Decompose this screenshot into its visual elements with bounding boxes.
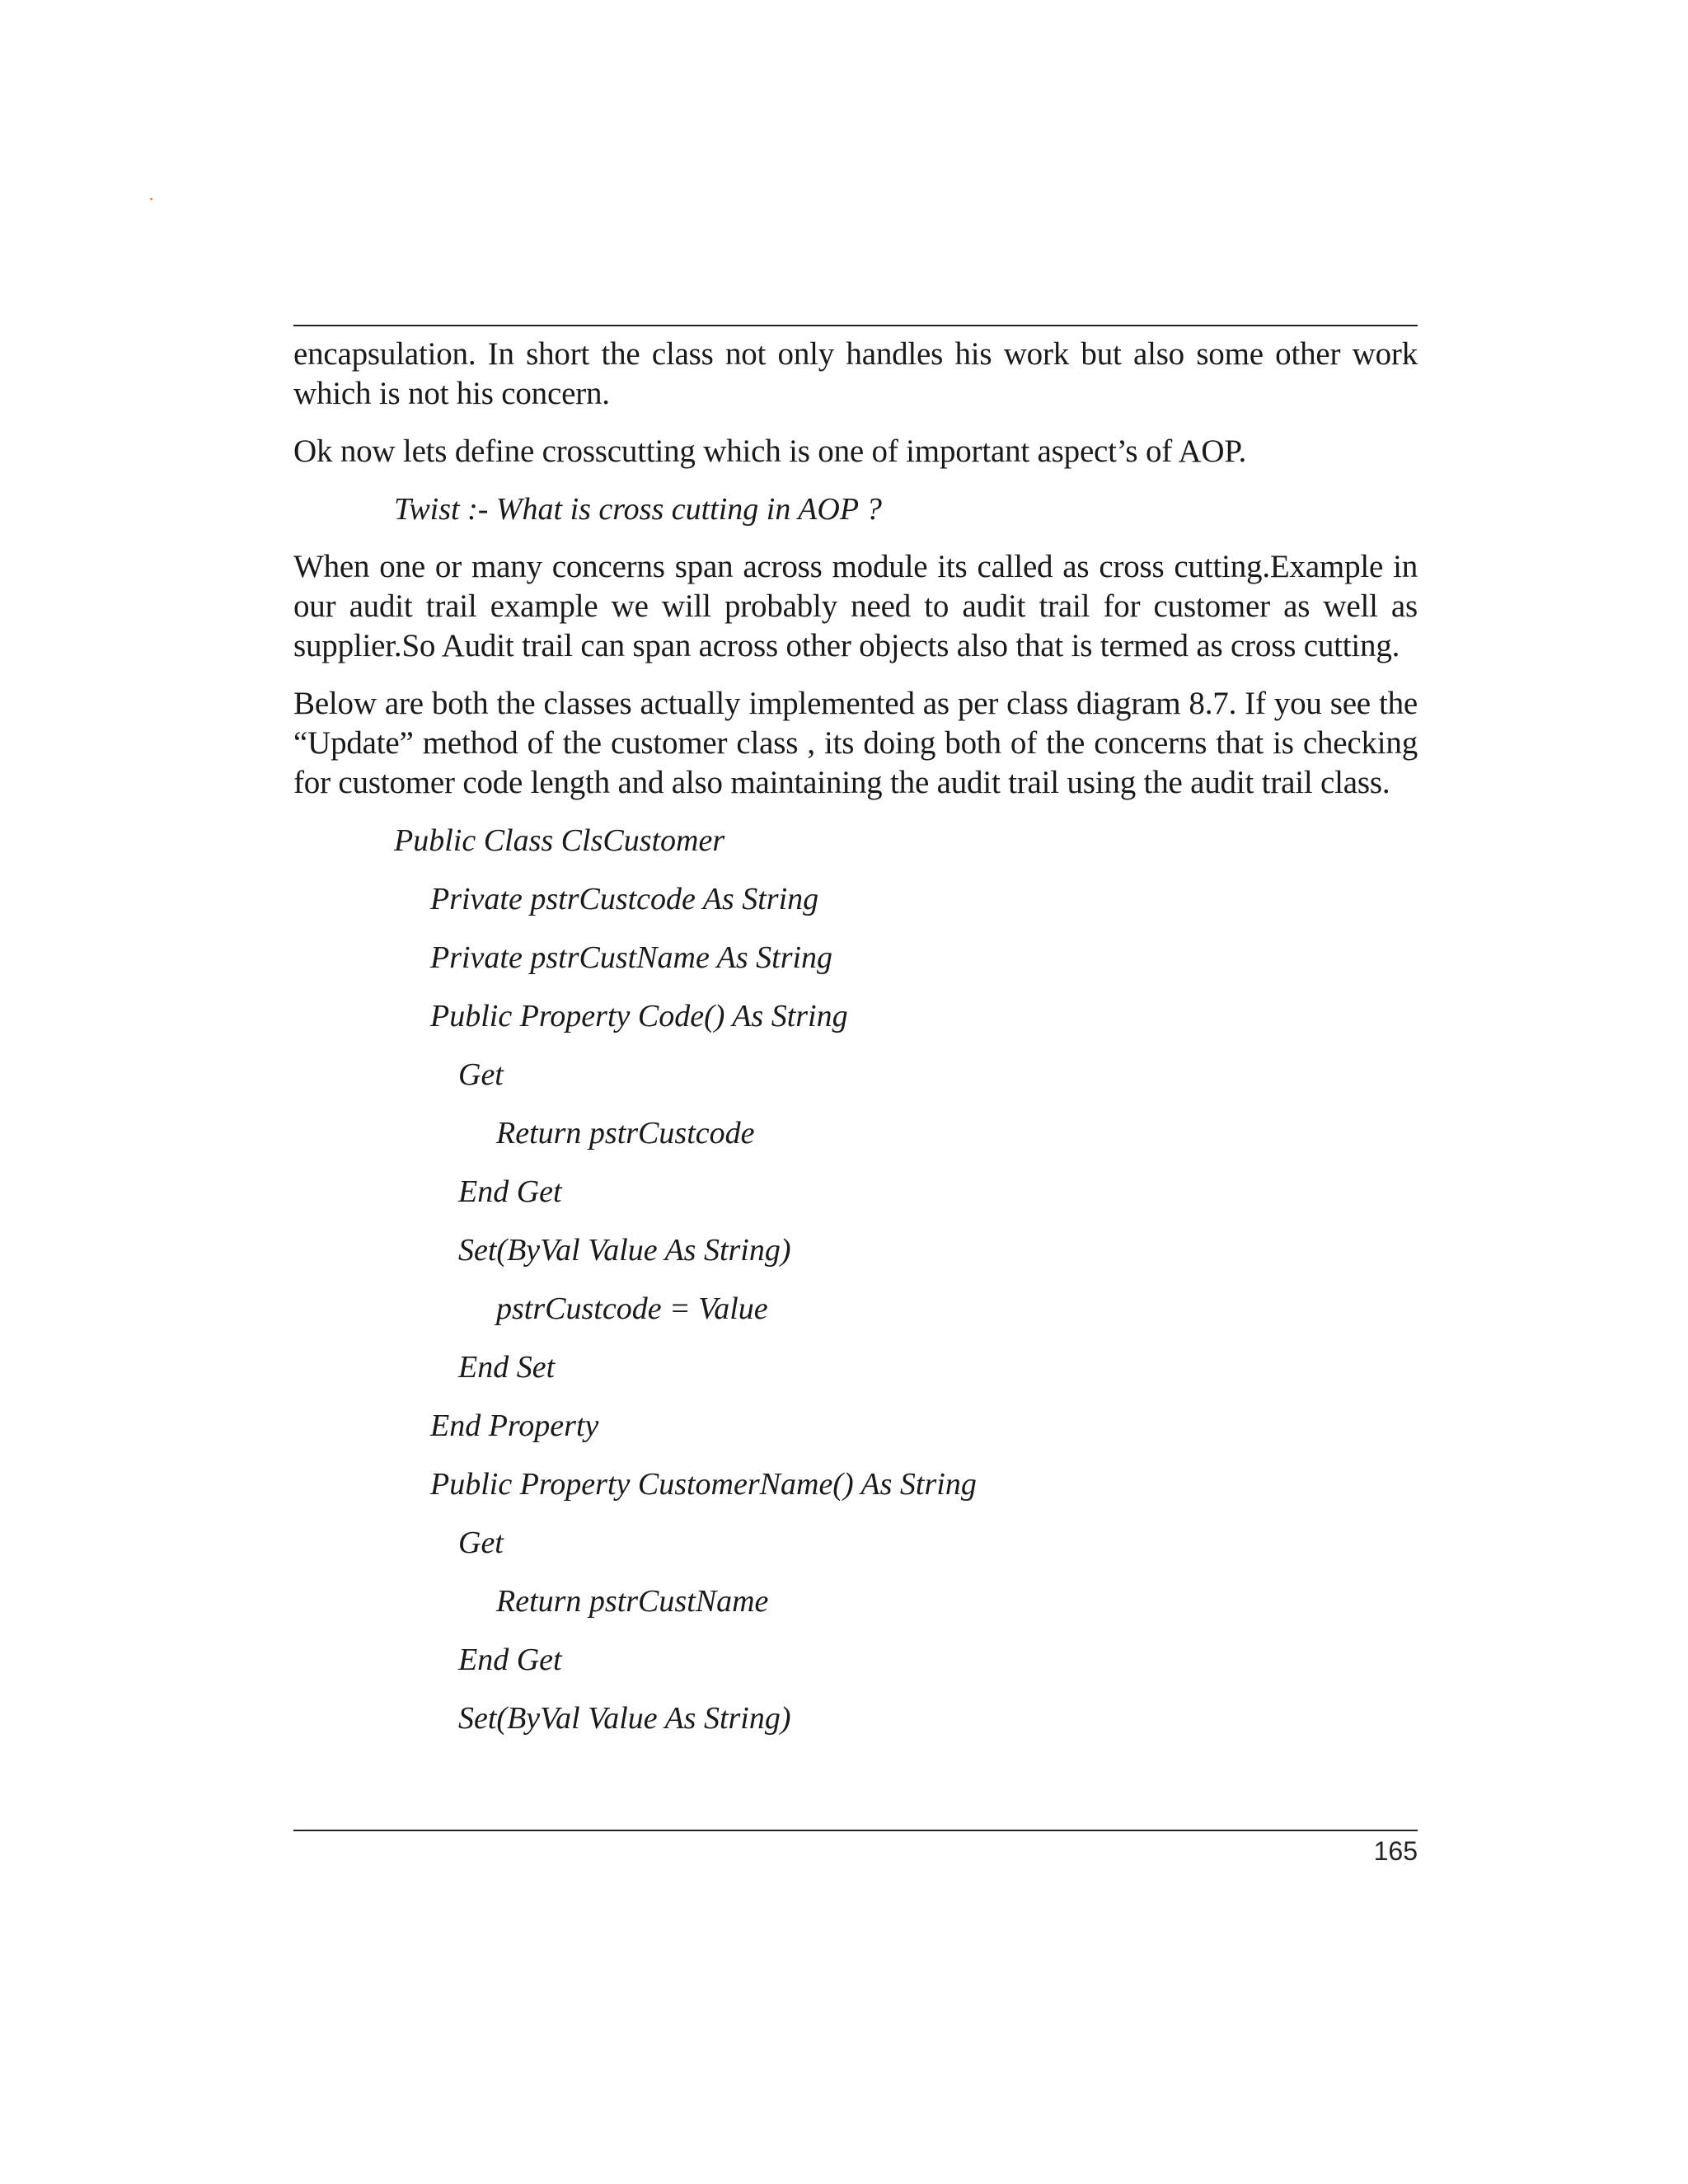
paragraph-class-implementation: Below are both the classes actually implemented as per class diagram 8.7. If you see the “Update” method of the customer class , its doing both of the concerns that is checking for customer code length and also maintaining the audit trail using the audit trail class. xyxy=(293,686,1418,800)
code-line: Set(ByVal Value As String) xyxy=(458,1233,791,1268)
code-line: Get xyxy=(458,1526,504,1560)
page-body xyxy=(293,335,1418,1757)
code-line: End Get xyxy=(458,1174,562,1209)
code-line: End Get xyxy=(458,1643,562,1677)
paragraph-crosscutting-definition: When one or many concerns span across module its called as cross cutting.Example in our audit trail example we will probably need to audit trail for customer as well as supplier.So Audit trail can span across other objects also that is termed as cross cutting. xyxy=(293,549,1418,663)
page-number: 165 xyxy=(1373,1836,1418,1866)
twist-question: Twist :- What is cross cutting in AOP ? xyxy=(394,492,882,527)
paragraph-crosscutting-intro: Ok now lets define crosscutting which is one of important aspect’s of AOP. xyxy=(293,434,1247,469)
code-line: Public Property Code() As String xyxy=(430,999,848,1033)
footer-rule xyxy=(293,1830,1418,1831)
header-rule xyxy=(293,325,1418,326)
paragraph-encapsulation: encapsulation. In short the class not only handles his work but also some other work which is not his concern. xyxy=(293,336,1418,411)
print-speck xyxy=(150,198,152,200)
code-line: Set(ByVal Value As String) xyxy=(458,1701,791,1736)
code-line: Private pstrCustcode As String xyxy=(430,882,819,916)
code-line: Public Class ClsCustomer xyxy=(394,823,725,858)
code-listing xyxy=(293,821,1418,1757)
code-line: Private pstrCustName As String xyxy=(430,940,833,975)
code-line: Return pstrCustName xyxy=(496,1584,769,1619)
code-line: Public Property CustomerName() As String xyxy=(430,1467,977,1502)
code-line: pstrCustcode = Value xyxy=(496,1291,768,1326)
code-line: Get xyxy=(458,1057,504,1092)
code-line: End Property xyxy=(430,1408,599,1443)
code-line: End Set xyxy=(458,1350,556,1385)
code-line: Return pstrCustcode xyxy=(496,1116,755,1151)
